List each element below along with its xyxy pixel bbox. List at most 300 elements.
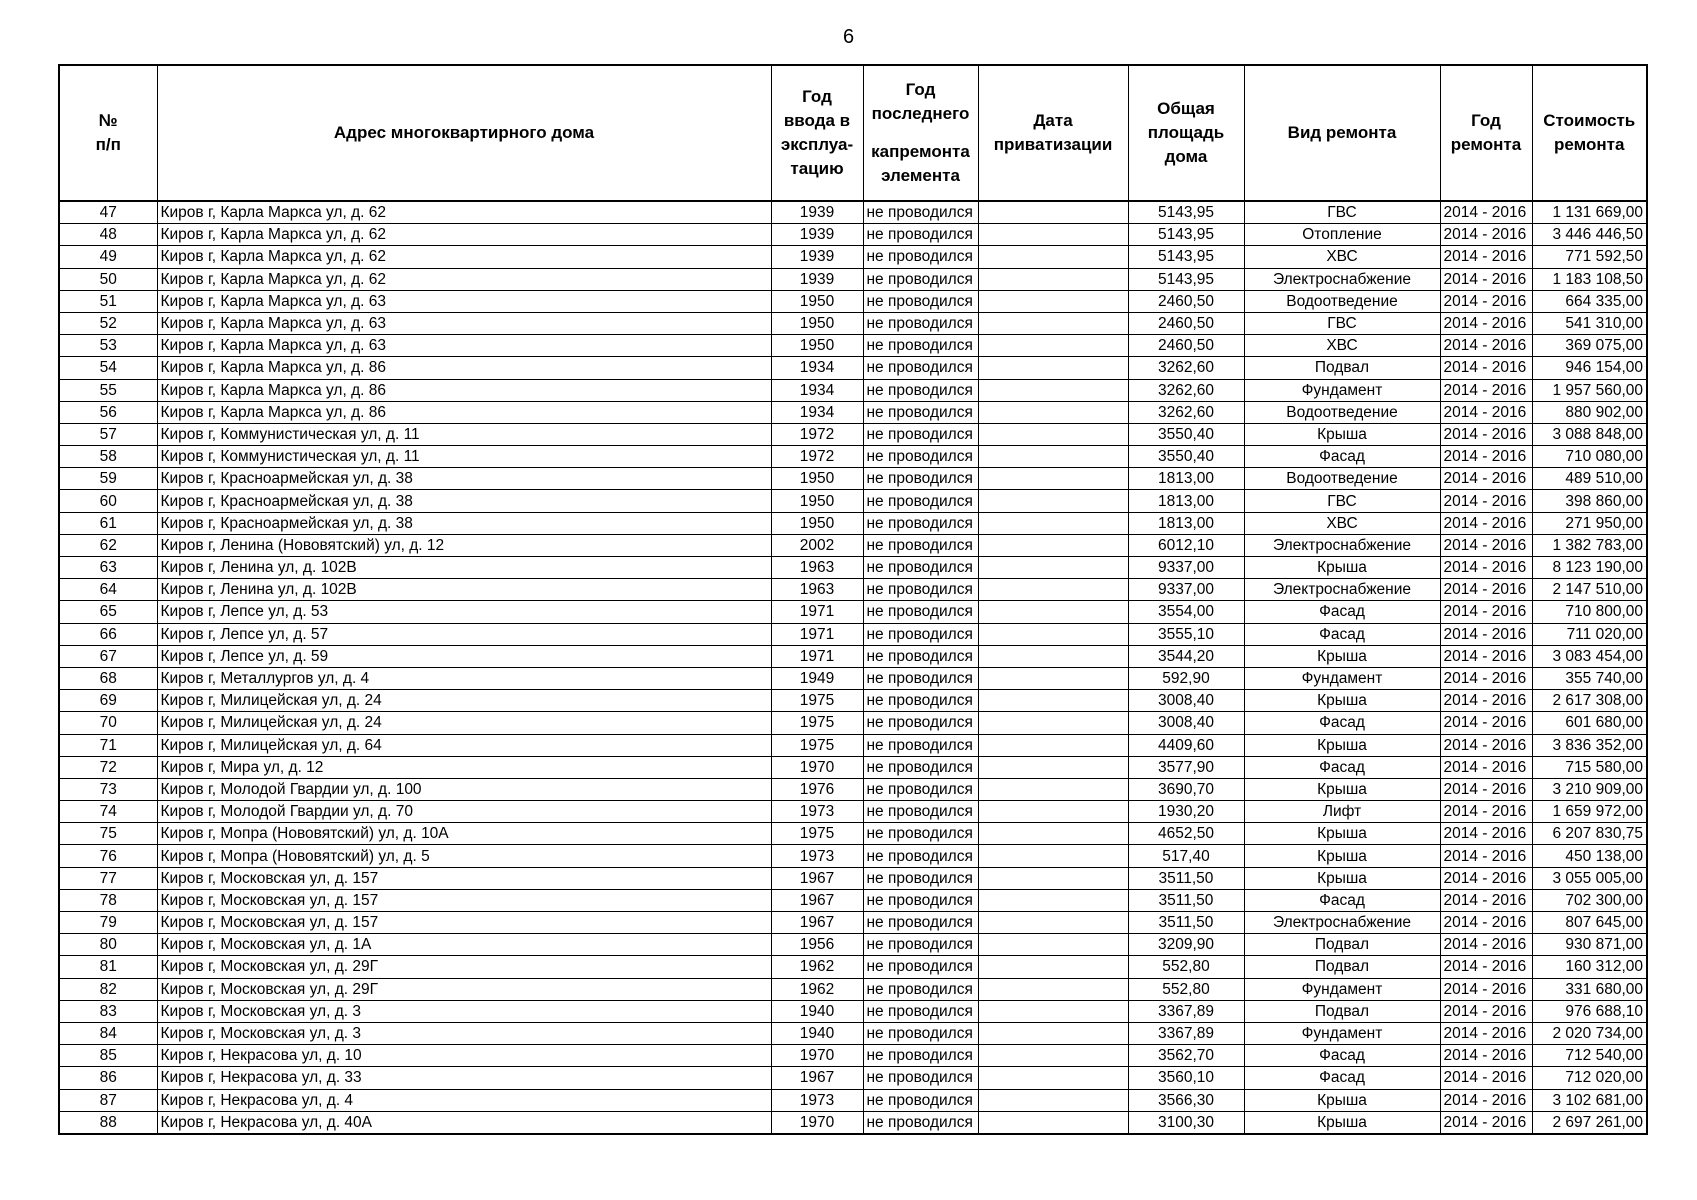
cell-address: Киров г, Ленина ул, д. 102В <box>157 579 771 601</box>
cell-address: Киров г, Карла Маркса ул, д. 63 <box>157 312 771 334</box>
cell-repair-type: Фасад <box>1244 1067 1440 1089</box>
cell-year-built: 1975 <box>771 734 863 756</box>
cell-area: 3367,89 <box>1128 1022 1244 1044</box>
table-row <box>59 290 1647 312</box>
cell-privatization <box>978 579 1128 601</box>
cell-area: 517,40 <box>1128 845 1244 867</box>
cell-repair-type: Фундамент <box>1244 1022 1440 1044</box>
cell-year-built: 1971 <box>771 623 863 645</box>
cell-year-built: 1971 <box>771 601 863 623</box>
cell-address: Киров г, Милицейская ул, д. 24 <box>157 690 771 712</box>
header-last-repair <box>863 65 978 201</box>
cell-address: Киров г, Московская ул, д. 157 <box>157 867 771 889</box>
cell-area: 3562,70 <box>1128 1045 1244 1067</box>
cell-repair-type: Фундамент <box>1244 379 1440 401</box>
cell-cost: 976 688,10 <box>1532 1000 1647 1022</box>
cell-repair-year: 2014 - 2016 <box>1440 823 1532 845</box>
cell-repair-type: Фундамент <box>1244 978 1440 1000</box>
cell-privatization <box>978 468 1128 490</box>
cell-num: 87 <box>59 1089 157 1111</box>
cell-last-repair: не проводился <box>863 778 978 800</box>
header-privatization <box>978 65 1128 201</box>
cell-year-built: 1934 <box>771 357 863 379</box>
cell-num: 75 <box>59 823 157 845</box>
cell-repair-year: 2014 - 2016 <box>1440 956 1532 978</box>
cell-repair-year: 2014 - 2016 <box>1440 512 1532 534</box>
cell-area: 5143,95 <box>1128 201 1244 224</box>
cell-repair-type: Лифт <box>1244 801 1440 823</box>
cell-privatization <box>978 1111 1128 1134</box>
cell-area: 2460,50 <box>1128 335 1244 357</box>
cell-area: 3511,50 <box>1128 912 1244 934</box>
cell-repair-year: 2014 - 2016 <box>1440 778 1532 800</box>
cell-cost: 1 131 669,00 <box>1532 201 1647 224</box>
cell-last-repair: не проводился <box>863 1089 978 1111</box>
cell-repair-year: 2014 - 2016 <box>1440 201 1532 224</box>
cell-last-repair: не проводился <box>863 224 978 246</box>
cell-address: Киров г, Лепсе ул, д. 59 <box>157 645 771 667</box>
table-row <box>59 468 1647 490</box>
cell-repair-year: 2014 - 2016 <box>1440 1022 1532 1044</box>
cell-address: Киров г, Коммунистическая ул, д. 11 <box>157 423 771 445</box>
header-area-text: Общая площадь дома <box>1147 99 1225 166</box>
cell-privatization <box>978 778 1128 800</box>
cell-num: 77 <box>59 867 157 889</box>
cell-area: 9337,00 <box>1128 579 1244 601</box>
cell-num: 55 <box>59 379 157 401</box>
cell-cost: 369 075,00 <box>1532 335 1647 357</box>
cell-repair-year: 2014 - 2016 <box>1440 246 1532 268</box>
page-number: 6 <box>842 26 855 48</box>
cell-year-built: 1956 <box>771 934 863 956</box>
cell-address: Киров г, Карла Маркса ул, д. 62 <box>157 268 771 290</box>
cell-cost: 3 836 352,00 <box>1532 734 1647 756</box>
cell-num: 61 <box>59 512 157 534</box>
cell-last-repair: не проводился <box>863 1045 978 1067</box>
cell-cost: 160 312,00 <box>1532 956 1647 978</box>
cell-year-built: 1975 <box>771 712 863 734</box>
cell-year-built: 1939 <box>771 268 863 290</box>
cell-last-repair: не проводился <box>863 645 978 667</box>
cell-cost: 946 154,00 <box>1532 357 1647 379</box>
cell-year-built: 1973 <box>771 1089 863 1111</box>
table-row <box>59 446 1647 468</box>
cell-privatization <box>978 1067 1128 1089</box>
cell-area: 5143,95 <box>1128 246 1244 268</box>
cell-address: Киров г, Московская ул, д. 29Г <box>157 978 771 1000</box>
cell-repair-year: 2014 - 2016 <box>1440 889 1532 911</box>
cell-area: 3560,10 <box>1128 1067 1244 1089</box>
cell-last-repair: не проводился <box>863 623 978 645</box>
cell-repair-type: Фасад <box>1244 446 1440 468</box>
cell-num: 80 <box>59 934 157 956</box>
cell-privatization <box>978 1000 1128 1022</box>
cell-area: 3566,30 <box>1128 1089 1244 1111</box>
cell-cost: 3 055 005,00 <box>1532 867 1647 889</box>
cell-address: Киров г, Карла Маркса ул, д. 86 <box>157 401 771 423</box>
cell-year-built: 1967 <box>771 1067 863 1089</box>
cell-privatization <box>978 601 1128 623</box>
cell-repair-year: 2014 - 2016 <box>1440 534 1532 556</box>
cell-num: 49 <box>59 246 157 268</box>
cell-address: Киров г, Красноармейская ул, д. 38 <box>157 490 771 512</box>
cell-cost: 6 207 830,75 <box>1532 823 1647 845</box>
cell-last-repair: не проводился <box>863 201 978 224</box>
cell-repair-type: Водоотведение <box>1244 290 1440 312</box>
cell-address: Киров г, Мира ул, д. 12 <box>157 756 771 778</box>
table-row <box>59 401 1647 423</box>
cell-repair-year: 2014 - 2016 <box>1440 845 1532 867</box>
cell-area: 3367,89 <box>1128 1000 1244 1022</box>
cell-repair-type: Отопление <box>1244 224 1440 246</box>
cell-last-repair: не проводился <box>863 1022 978 1044</box>
cell-address: Киров г, Московская ул, д. 157 <box>157 912 771 934</box>
cell-cost: 2 020 734,00 <box>1532 1022 1647 1044</box>
cell-area: 3262,60 <box>1128 357 1244 379</box>
repair-table <box>58 64 1648 1135</box>
cell-cost: 664 335,00 <box>1532 290 1647 312</box>
cell-privatization <box>978 490 1128 512</box>
cell-repair-year: 2014 - 2016 <box>1440 867 1532 889</box>
table-row <box>59 490 1647 512</box>
cell-num: 85 <box>59 1045 157 1067</box>
cell-repair-type: Фасад <box>1244 601 1440 623</box>
cell-repair-year: 2014 - 2016 <box>1440 335 1532 357</box>
cell-address: Киров г, Красноармейская ул, д. 38 <box>157 468 771 490</box>
table-row <box>59 934 1647 956</box>
cell-repair-year: 2014 - 2016 <box>1440 645 1532 667</box>
cell-year-built: 1976 <box>771 778 863 800</box>
table-row <box>59 201 1647 224</box>
cell-repair-type: Крыша <box>1244 1111 1440 1134</box>
cell-year-built: 1962 <box>771 978 863 1000</box>
cell-num: 56 <box>59 401 157 423</box>
cell-area: 1930,20 <box>1128 801 1244 823</box>
cell-repair-type: Крыша <box>1244 645 1440 667</box>
cell-num: 82 <box>59 978 157 1000</box>
cell-repair-year: 2014 - 2016 <box>1440 579 1532 601</box>
cell-address: Киров г, Карла Маркса ул, д. 86 <box>157 357 771 379</box>
cell-cost: 3 088 848,00 <box>1532 423 1647 445</box>
cell-privatization <box>978 801 1128 823</box>
table-row <box>59 357 1647 379</box>
cell-last-repair: не проводился <box>863 823 978 845</box>
cell-num: 53 <box>59 335 157 357</box>
cell-repair-year: 2014 - 2016 <box>1440 312 1532 334</box>
cell-repair-year: 2014 - 2016 <box>1440 912 1532 934</box>
cell-repair-type: Крыша <box>1244 734 1440 756</box>
cell-last-repair: не проводился <box>863 601 978 623</box>
cell-area: 3550,40 <box>1128 423 1244 445</box>
table-row <box>59 557 1647 579</box>
cell-repair-year: 2014 - 2016 <box>1440 290 1532 312</box>
cell-privatization <box>978 734 1128 756</box>
cell-address: Киров г, Красноармейская ул, д. 38 <box>157 512 771 534</box>
cell-last-repair: не проводился <box>863 1111 978 1134</box>
table-row <box>59 1045 1647 1067</box>
cell-num: 76 <box>59 845 157 867</box>
table-header <box>59 65 1647 201</box>
cell-privatization <box>978 446 1128 468</box>
header-repair-type <box>1244 65 1440 201</box>
cell-privatization <box>978 667 1128 689</box>
cell-repair-year: 2014 - 2016 <box>1440 601 1532 623</box>
header-last-repair-top: Год последнего <box>871 80 970 123</box>
cell-area: 3100,30 <box>1128 1111 1244 1134</box>
cell-repair-year: 2014 - 2016 <box>1440 401 1532 423</box>
cell-cost: 702 300,00 <box>1532 889 1647 911</box>
cell-year-built: 1939 <box>771 224 863 246</box>
cell-cost: 8 123 190,00 <box>1532 557 1647 579</box>
cell-address: Киров г, Молодой Гвардии ул, д. 100 <box>157 778 771 800</box>
cell-repair-year: 2014 - 2016 <box>1440 357 1532 379</box>
table-row <box>59 667 1647 689</box>
cell-area: 3550,40 <box>1128 446 1244 468</box>
table-row <box>59 246 1647 268</box>
cell-last-repair: не проводился <box>863 246 978 268</box>
cell-repair-type: Подвал <box>1244 357 1440 379</box>
cell-privatization <box>978 335 1128 357</box>
cell-num: 81 <box>59 956 157 978</box>
cell-cost: 3 210 909,00 <box>1532 778 1647 800</box>
cell-repair-year: 2014 - 2016 <box>1440 468 1532 490</box>
cell-num: 63 <box>59 557 157 579</box>
cell-privatization <box>978 756 1128 778</box>
cell-area: 1813,00 <box>1128 490 1244 512</box>
cell-area: 552,80 <box>1128 956 1244 978</box>
cell-privatization <box>978 246 1128 268</box>
cell-year-built: 1967 <box>771 889 863 911</box>
cell-privatization <box>978 823 1128 845</box>
cell-last-repair: не проводился <box>863 845 978 867</box>
table-row <box>59 268 1647 290</box>
cell-cost: 3 083 454,00 <box>1532 645 1647 667</box>
cell-num: 64 <box>59 579 157 601</box>
cell-year-built: 1950 <box>771 490 863 512</box>
cell-last-repair: не проводился <box>863 1067 978 1089</box>
cell-area: 5143,95 <box>1128 224 1244 246</box>
cell-privatization <box>978 690 1128 712</box>
cell-repair-year: 2014 - 2016 <box>1440 1045 1532 1067</box>
cell-address: Киров г, Карла Маркса ул, д. 62 <box>157 201 771 224</box>
cell-address: Киров г, Карла Маркса ул, д. 63 <box>157 290 771 312</box>
cell-year-built: 1973 <box>771 845 863 867</box>
cell-year-built: 1973 <box>771 801 863 823</box>
cell-address: Киров г, Коммунистическая ул, д. 11 <box>157 446 771 468</box>
table-row <box>59 579 1647 601</box>
cell-repair-year: 2014 - 2016 <box>1440 712 1532 734</box>
cell-repair-type: ГВС <box>1244 201 1440 224</box>
cell-privatization <box>978 534 1128 556</box>
cell-repair-type: Подвал <box>1244 956 1440 978</box>
cell-area: 4652,50 <box>1128 823 1244 845</box>
cell-area: 3555,10 <box>1128 623 1244 645</box>
cell-last-repair: не проводился <box>863 290 978 312</box>
cell-repair-type: Крыша <box>1244 1089 1440 1111</box>
cell-area: 3262,60 <box>1128 401 1244 423</box>
cell-cost: 715 580,00 <box>1532 756 1647 778</box>
cell-repair-year: 2014 - 2016 <box>1440 934 1532 956</box>
cell-repair-year: 2014 - 2016 <box>1440 756 1532 778</box>
cell-repair-type: ХВС <box>1244 246 1440 268</box>
cell-cost: 450 138,00 <box>1532 845 1647 867</box>
cell-area: 4409,60 <box>1128 734 1244 756</box>
cell-address: Киров г, Некрасова ул, д. 4 <box>157 1089 771 1111</box>
header-repair-type-text: Вид ремонта <box>1287 123 1397 142</box>
cell-privatization <box>978 889 1128 911</box>
cell-num: 83 <box>59 1000 157 1022</box>
cell-cost: 1 183 108,50 <box>1532 268 1647 290</box>
cell-num: 88 <box>59 1111 157 1134</box>
cell-privatization <box>978 401 1128 423</box>
cell-repair-type: Крыша <box>1244 557 1440 579</box>
cell-year-built: 1950 <box>771 290 863 312</box>
cell-address: Киров г, Металлургов ул, д. 4 <box>157 667 771 689</box>
cell-area: 1813,00 <box>1128 468 1244 490</box>
cell-repair-type: Крыша <box>1244 423 1440 445</box>
cell-privatization <box>978 557 1128 579</box>
cell-privatization <box>978 312 1128 334</box>
cell-cost: 601 680,00 <box>1532 712 1647 734</box>
cell-area: 3008,40 <box>1128 712 1244 734</box>
table-row <box>59 623 1647 645</box>
cell-last-repair: не проводился <box>863 401 978 423</box>
cell-area: 592,90 <box>1128 667 1244 689</box>
cell-address: Киров г, Карла Маркса ул, д. 63 <box>157 335 771 357</box>
cell-cost: 880 902,00 <box>1532 401 1647 423</box>
cell-repair-year: 2014 - 2016 <box>1440 623 1532 645</box>
cell-repair-type: Подвал <box>1244 1000 1440 1022</box>
cell-num: 65 <box>59 601 157 623</box>
cell-last-repair: не проводился <box>863 956 978 978</box>
table-row <box>59 645 1647 667</box>
cell-year-built: 1970 <box>771 1111 863 1134</box>
cell-area: 3008,40 <box>1128 690 1244 712</box>
cell-repair-type: ХВС <box>1244 512 1440 534</box>
cell-year-built: 1972 <box>771 423 863 445</box>
cell-repair-type: Крыша <box>1244 690 1440 712</box>
header-repair-year-text: Год ремонта <box>1450 111 1522 154</box>
table-row <box>59 823 1647 845</box>
table-row <box>59 712 1647 734</box>
cell-area: 3544,20 <box>1128 645 1244 667</box>
cell-last-repair: не проводился <box>863 579 978 601</box>
cell-num: 69 <box>59 690 157 712</box>
cell-address: Киров г, Московская ул, д. 157 <box>157 889 771 911</box>
cell-last-repair: не проводился <box>863 357 978 379</box>
cell-num: 51 <box>59 290 157 312</box>
cell-num: 58 <box>59 446 157 468</box>
cell-year-built: 1967 <box>771 867 863 889</box>
cell-area: 3511,50 <box>1128 889 1244 911</box>
cell-year-built: 2002 <box>771 534 863 556</box>
cell-repair-type: Подвал <box>1244 934 1440 956</box>
cell-repair-year: 2014 - 2016 <box>1440 1067 1532 1089</box>
cell-address: Киров г, Милицейская ул, д. 24 <box>157 712 771 734</box>
cell-address: Киров г, Московская ул, д. 1А <box>157 934 771 956</box>
cell-num: 59 <box>59 468 157 490</box>
cell-privatization <box>978 423 1128 445</box>
cell-repair-type: Фасад <box>1244 889 1440 911</box>
cell-last-repair: не проводился <box>863 379 978 401</box>
cell-cost: 2 147 510,00 <box>1532 579 1647 601</box>
cell-address: Киров г, Ленина ул, д. 102В <box>157 557 771 579</box>
table-row <box>59 845 1647 867</box>
cell-cost: 1 957 560,00 <box>1532 379 1647 401</box>
table-row <box>59 1000 1647 1022</box>
cell-address: Киров г, Московская ул, д. 3 <box>157 1000 771 1022</box>
cell-repair-type: Электроснабжение <box>1244 579 1440 601</box>
cell-cost: 331 680,00 <box>1532 978 1647 1000</box>
cell-num: 74 <box>59 801 157 823</box>
cell-last-repair: не проводился <box>863 756 978 778</box>
table-row <box>59 1089 1647 1111</box>
table-row <box>59 1111 1647 1134</box>
cell-area: 5143,95 <box>1128 268 1244 290</box>
table-row <box>59 379 1647 401</box>
cell-num: 66 <box>59 623 157 645</box>
cell-privatization <box>978 845 1128 867</box>
cell-cost: 710 800,00 <box>1532 601 1647 623</box>
table-row <box>59 312 1647 334</box>
cell-repair-type: Крыша <box>1244 823 1440 845</box>
cell-last-repair: не проводился <box>863 312 978 334</box>
table-row <box>59 423 1647 445</box>
cell-cost: 355 740,00 <box>1532 667 1647 689</box>
table-row <box>59 912 1647 934</box>
cell-repair-year: 2014 - 2016 <box>1440 978 1532 1000</box>
header-last-repair-bottom: капремонта элемента <box>871 142 970 185</box>
cell-last-repair: не проводился <box>863 490 978 512</box>
header-year-built <box>771 65 863 201</box>
cell-repair-year: 2014 - 2016 <box>1440 734 1532 756</box>
cell-last-repair: не проводился <box>863 512 978 534</box>
cell-year-built: 1939 <box>771 246 863 268</box>
cell-num: 79 <box>59 912 157 934</box>
cell-repair-type: Фасад <box>1244 756 1440 778</box>
cell-address: Киров г, Ленина (Нововятский) ул, д. 12 <box>157 534 771 556</box>
cell-num: 47 <box>59 201 157 224</box>
cell-last-repair: не проводился <box>863 690 978 712</box>
header-cost-text: Стоимость ремонта <box>1543 111 1636 154</box>
cell-num: 67 <box>59 645 157 667</box>
table-row <box>59 224 1647 246</box>
cell-privatization <box>978 934 1128 956</box>
cell-last-repair: не проводился <box>863 1000 978 1022</box>
table-row <box>59 1067 1647 1089</box>
cell-cost: 807 645,00 <box>1532 912 1647 934</box>
cell-last-repair: не проводился <box>863 912 978 934</box>
cell-area: 3577,90 <box>1128 756 1244 778</box>
cell-last-repair: не проводился <box>863 468 978 490</box>
header-privatization-text: Дата приватизации <box>993 111 1113 154</box>
cell-last-repair: не проводился <box>863 446 978 468</box>
cell-repair-type: Электроснабжение <box>1244 534 1440 556</box>
cell-repair-year: 2014 - 2016 <box>1440 1111 1532 1134</box>
table-row <box>59 801 1647 823</box>
cell-repair-type: ГВС <box>1244 312 1440 334</box>
table-row <box>59 956 1647 978</box>
cell-address: Киров г, Некрасова ул, д. 10 <box>157 1045 771 1067</box>
cell-repair-year: 2014 - 2016 <box>1440 490 1532 512</box>
cell-area: 6012,10 <box>1128 534 1244 556</box>
cell-last-repair: не проводился <box>863 557 978 579</box>
cell-address: Киров г, Московская ул, д. 3 <box>157 1022 771 1044</box>
cell-repair-type: Крыша <box>1244 867 1440 889</box>
cell-repair-year: 2014 - 2016 <box>1440 446 1532 468</box>
cell-privatization <box>978 357 1128 379</box>
cell-repair-type: ХВС <box>1244 335 1440 357</box>
